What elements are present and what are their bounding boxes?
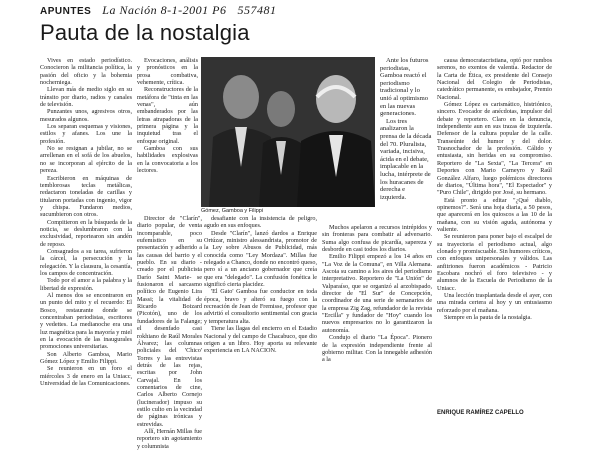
- article-column-4: [322, 224, 432, 416]
- article-column-2-bottom: [137, 215, 202, 450]
- paragraph: Se reunieron para poner bajo el escalpel de su trayectoria el periodismo actual, algo clonado y promiscuable. Sin humores críticos, con enfoques unipersonales y válidos. Las anfitriones fueron académicos - Patricio Escobara nochró el foro televisivo - y alumnos de la Escuela de Periodismo de la Uniacc.: [437, 233, 552, 292]
- article-column-6: [437, 57, 552, 412]
- paragraph: Muchos apelaron a recursos intrépidos y sin fronteras para combatir al adversario. Suma algo confusa de picardía, sapereza y desborde en casi todos los diarios.: [322, 224, 432, 254]
- paragraph: Al menos dos se encontraron en un punto del mito y el recuerdo: El Bosco, restaurante donde se concentraban periodistas, escritores y vedettes. La medianoche era una luz magnética para la mayoría y miel en la evocación de las inaugurales promociones universitarias.: [40, 292, 132, 351]
- article-column-2-top: [137, 57, 198, 207]
- photo-illustration: [201, 57, 375, 207]
- paragraph: desafiante con la insistencia de peligro, agudo en sus enfoques.: [204, 215, 317, 230]
- paragraph: Desde "Clarín", lanzó dardos a Enrique Ortúzar, ministro alessandrista, promotor de la Ley sobre Abusos de Publicidad, más conocida como "Ley Mordaza". Millas fue relegado a Chanco, donde no encontró queso, pero sí a un anciano gobernador que creía que era "delegado". La confusión fonética le significó cierta placidez.: [204, 229, 317, 289]
- paragraph: Vives en estado periodístico. Conocieron la militancia política, la pasión del oficio y la bohemia nocherniega.: [40, 57, 132, 87]
- paragraph: Se reunieron en un foro el miércoles 3 de enero en la Uniacc, Universidad de las Comunicaciones.: [40, 365, 132, 388]
- paragraph: Evocaciones, análisis y pronósticos en la prosa combativa, vehemente, crítica.: [137, 57, 198, 87]
- paragraph: Punzantes unos, agresivos otros, mesurados algunos.: [40, 108, 132, 123]
- photo-caption: Gómez, Gamboa y Filippi: [201, 208, 264, 214]
- header: [40, 3, 276, 17]
- paragraph: causa democratacristiana, optó por rumbos serenos, no exentos de valentía. Redactor de la Carta de Ética, ex presidente del Consejo Nacional del Colegio de Periodistas, catedrático permanente, es embajador, Premio Nacional.: [437, 57, 552, 101]
- paragraph: Llevan más de medio siglo en su tránsito por diario, radios y canales de televisión.: [40, 86, 132, 109]
- paragraph: Gamboa con sus habilidades explosivas en la convocatoria a los lectores.: [137, 145, 198, 175]
- paragraph: Consagrados a su tarea, sufrieron la cárcel, la persecución y la relegación. Y la clausura, la cesantía, los campos de concentración.: [40, 247, 132, 277]
- paragraph: Compitieron en la búsqueda de la noticia, se deslumbraron con la exclusividad, reportearon sin andén de reposo.: [40, 218, 132, 248]
- author-signature: ENRIQUE RAMÍREZ CAPELLO: [437, 410, 524, 416]
- paragraph: Director de "Clarín", diario popular, de venta incomparable, poco eufemístico en su presentación y adherido a las causas del barrio y el pueblo. En su diario -creado por el publicista Darío Saint Marie- se fusionaron el sarcasmo político de Eugenio Lira Massi; la vitalidad de Ricardo Boizard (Picotón), uno de los fundadores de la Falange; el desenfado casi rokhiano de Raúl Morales Álvarez; las columnas policiales del 'Chico' Torres y las entrevistas detrás de las rejas, escritas por John Carvajal. En los comentarios de cine, Carlos Alberto Cornejo (lucinerador) impuso su estilo culto en la vecindad de páginas irónicas y estrevidas.: [137, 215, 202, 428]
- paragraph: Reconstructores de la metáfora de "tinta en las venas", aún embanderados por las letras atrapadoras de la primera página y la inquietud tras el enfoque original.: [137, 86, 198, 145]
- paragraph: Los tres analizaron la prensa de la década del 70. Pluralista, variada, incisiva, ácida en el debate, implacable en la lucha, intérprete de los huracanes de derecha e izquierda.: [380, 117, 432, 201]
- news-photo: [201, 57, 375, 207]
- paragraph: Emilio Filippi empezó a los 14 años en "La Voz de la Comuna", en Villa Alemana. Ascoia su camino a los aires del periodismo interpretativo. Reportero de "La Unión" de Valparaíso, que se organizó al arzobispado, director de "El Sur" de Concepción, coordinador de una serie de semanarios de la empresa Zig Zag, refundador de la revista "Ercilla" y fundador de "Hoy" cuando los nuevos empresarios no lo garantizaron la autonomía.: [322, 253, 432, 334]
- paragraph: Está pronto a editar "¿Qué diablo, opinemos?". Será una hoja diaria, a 50 pesos, que aparecerá en los quioscos a las 10 de la mañana, con su visión aguda, autónoma y valiente.: [437, 196, 552, 233]
- paragraph: Siempre en la pauta de la nostalgia.: [444, 314, 532, 322]
- paragraph: 'El Gato' Gamboa fue conductor en toda época, bravo y alteró su fuego con la recreación de Jean de Fremisse, profesor que advirtió el consultorio sentimental con gracia y temperatura alta.: [204, 288, 317, 325]
- paragraph: Los separan esquemas y visiones, estilos y afanes. Los une la profesión.: [40, 123, 132, 145]
- handwritten-annotation: La Nación 8-1-2001 P6: [102, 3, 227, 17]
- paragraph: Una lección trasplantada desde el ayer, con una mirada certera al hoy y un entusiasmo reforzado por el mañana.: [437, 292, 552, 314]
- paragraph: Todo por el amor a la palabra y la libertad de expresión.: [40, 277, 132, 292]
- page-title: Pauta de la nostalgia: [40, 20, 250, 45]
- paragraph: Son Alberto Gamboa, Mario Gómez López y Emilio Filippi.: [40, 350, 132, 366]
- paragraph: Ante los futuros periodistas, Gamboa reactó el periodismo tradicional y lo unió al optimismo en las nuevas generaciones.: [380, 57, 429, 118]
- handwritten-code: 557481: [237, 3, 277, 17]
- paragraph: No se resignan a jubilar, no se arrellenan en el sofá de los abuelos, no se incorporan al ejército de la pereza.: [40, 145, 132, 175]
- paragraph: Allí, Hernán Millas fue reportero sin agotamiento y columnista: [137, 427, 202, 450]
- article-column-pullout: [380, 57, 432, 222]
- paragraph: Condujo el diario "La Época". Pionero de la expresión independiente frente al gobierno militar. Con la innegable adhesión a la: [322, 334, 432, 364]
- article-column-1: [40, 57, 132, 417]
- paragraph: Gómez López es carismático, histriónico, sincero. Evocador de anécdotas, impulsor del debate y reportero. Claro en la denuncia, independiente aun en sus trazas de izquierda. Defensor de la cultura popular de la calle. Transeúnte del humor y del dolor. Trasnochador de la profesión. Cálido y entusiasta, sin heridas en su compromiso. Reportero de "La Sexta", "La Tercera" en Deportes con Mario Carneyro y Raúl González Alfaro, luego polémicos directores de diarios, "Última hora", "El Espectador" y "Puro Chile", dirigido por José, su hermano.: [437, 101, 552, 197]
- paragraph: Tiene las llagas del encierro en el Estadio Nacional y del campo de Chacabuco, que dio origen a un libro. Hoy aporta su relevante experiencia en LA NACION.: [204, 325, 317, 355]
- paragraph: Escribieron en máquinas de temblorosas teclas metálicas, redactaron toneladas de carillas y titularon portadas con ingenio, vigor y chispa. Fundaron medios, sucumbieron con otros.: [40, 174, 132, 219]
- section-label: APUNTES: [40, 6, 92, 17]
- article-column-3: [204, 215, 317, 415]
